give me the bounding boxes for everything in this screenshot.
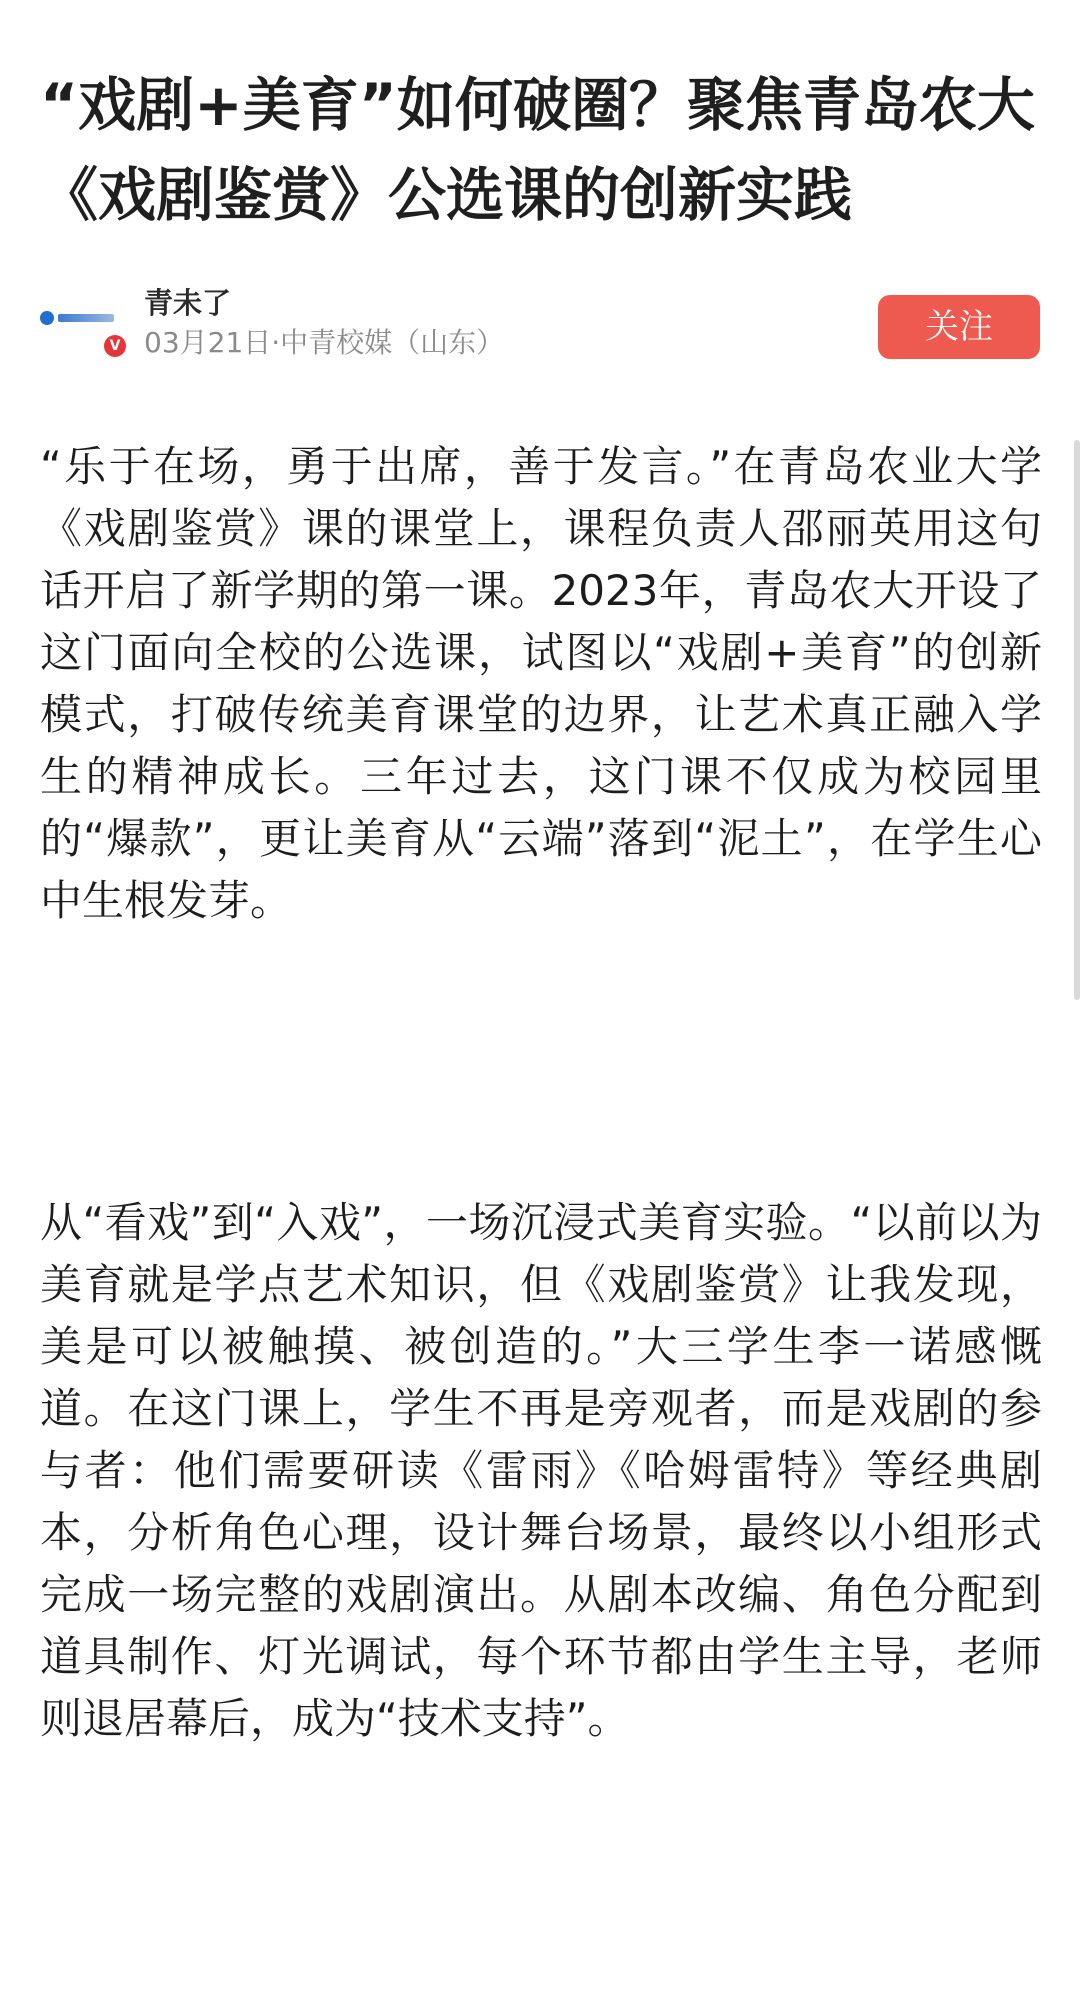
author-meta: 03月21日·中青校媒（山东）: [144, 326, 505, 359]
scrollbar[interactable]: [1074, 440, 1080, 1000]
article-title: “戏剧+美育”如何破圈？聚焦青岛农大《戏剧鉴赏》公选课的创新实践: [40, 71, 1035, 229]
verified-badge-icon: V: [104, 335, 126, 357]
author-name[interactable]: 青未了: [144, 286, 232, 320]
media-logo-icon: [40, 309, 116, 327]
article-paragraph: “乐于在场，勇于出席，善于发言。”在青岛农业大学《戏剧鉴赏》课的课堂上，课程负责人邵丽英用这句话开启了新学期的第一课。2023年，青岛农大开设了这门面向全校的公选课，试图以“戏剧+美育”的创新模式，打破传统美育课堂的边界，让艺术真正融入学生的精神成长。三年过去，这门课不仅成为校园里的“爆款”，更让美育从“云端”落到“泥土”，在学生心中生根发芽。: [40, 442, 1042, 925]
article-paragraph: 从“看戏”到“入戏”，一场沉浸式美育实验。“以前以为美育就是学点艺术知识，但《戏剧鉴赏》让我发现，美是可以被触摸、被创造的。”大三学生李一诺感慨道。在这门课上，学生不再是旁观者，而是戏剧的参与者：他们需要研读《雷雨》《哈姆雷特》等经典剧本，分析角色心理，设计舞台场景，最终以小组形式完成一场完整的戏剧演出。从剧本改编、角色分配到道具制作、灯光调试，每个环节都由学生主导，老师则退居幕后，成为“技术支持”。: [40, 1198, 1042, 1743]
author-avatar[interactable]: [40, 303, 116, 343]
author-row: [40, 285, 1040, 365]
follow-button[interactable]: 关注: [878, 295, 1040, 359]
